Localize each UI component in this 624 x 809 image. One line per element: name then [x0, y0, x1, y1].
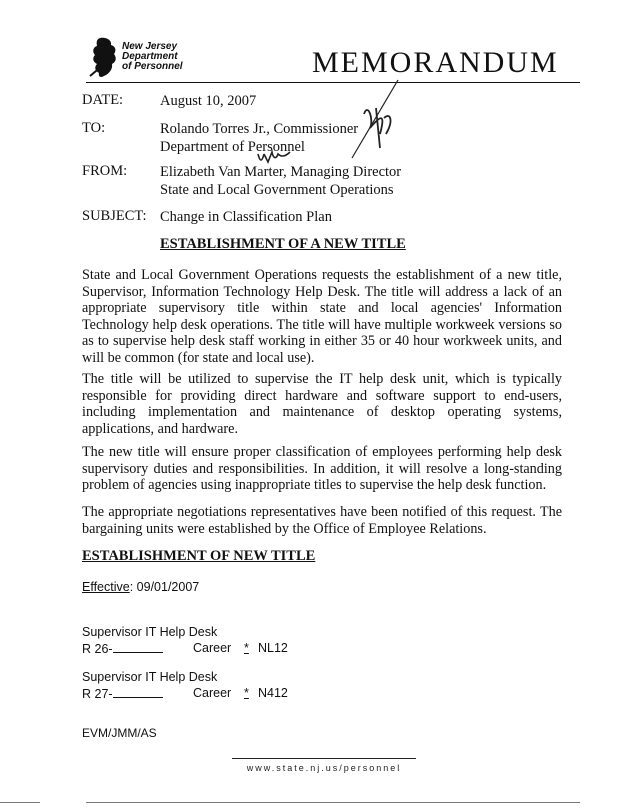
effective-date: : 09/01/2007 [129, 580, 200, 594]
effective-line [82, 580, 199, 594]
from-name: Elizabeth Van Marter, Managing Director [160, 164, 402, 180]
paragraph-4: The appropriate negotiations representatives have been notified of this request. The bargaining units were established by the Office of Employee Relations. [82, 504, 562, 537]
title-entry-1-mark: * [244, 641, 249, 655]
title-entry-2-mark: * [244, 686, 249, 700]
from-label: FROM: [82, 163, 128, 179]
logo-line-3: of Personnel [122, 61, 183, 72]
paragraph-1: State and Local Government Operations requests the establishment of a new title, Supervisor, Information Technology Help Desk. The title will address a lack of an appropriate supervisory title within state and local agencies' Information Technology help desk operations. The title will have multiple workweek versions so as to supervise help desk staff working in either 35 or 40 hour workweek units, and will be common (for state and local use). [82, 267, 562, 366]
section-heading-establishment: ESTABLISHMENT OF NEW TITLE [82, 548, 316, 564]
paragraph-3: The new title will ensure proper classification of employees performing help desk supervisory duties and responsibilities. In addition, it will resolve a long-standing problem of agencies using inappropriate titles to supervise the help desk function. [82, 444, 562, 493]
footer-url: www.state.nj.us/personnel [246, 763, 402, 773]
to-name: Rolando Torres Jr., Commissioner [160, 121, 359, 137]
title-entry-1-blank [113, 641, 163, 653]
subject-label: SUBJECT: [82, 208, 147, 224]
title-entry-2-blank [113, 686, 163, 698]
logo-line-2: Department [122, 51, 178, 62]
title-entry-2-code-line [82, 686, 163, 701]
logo-line-1: New Jersey [122, 41, 178, 52]
from-department: State and Local Government Operations [160, 182, 394, 198]
title-entry-2-code: R 27- [82, 687, 113, 701]
author-initials: EVM/JMM/AS [82, 726, 157, 740]
title-entry-2-name: Supervisor IT Help Desk [82, 670, 218, 684]
title-entry-1-code: R 26- [82, 642, 113, 656]
bottom-edge-mark-left [0, 802, 40, 803]
title-entry-1-name: Supervisor IT Help Desk [82, 625, 218, 639]
title-entry-1-code-line [82, 641, 163, 656]
footer-rule [232, 758, 416, 759]
date-label: DATE: [82, 92, 124, 108]
effective-label: Effective [82, 580, 130, 594]
signature-mark [350, 78, 412, 168]
title-entry-1-unit: NL12 [258, 641, 288, 655]
header-rule [86, 82, 580, 83]
to-label: TO: [82, 120, 106, 136]
memo-title: MEMORANDUM [312, 46, 559, 79]
subject-value: Change in Classification Plan [160, 209, 332, 225]
to-department: Department of Personnel [160, 139, 305, 155]
bottom-edge-mark [86, 802, 580, 803]
nj-state-silhouette-icon [86, 36, 126, 80]
date-value: August 10, 2007 [160, 93, 257, 109]
section-heading-new-title: ESTABLISHMENT OF A NEW TITLE [160, 236, 406, 252]
title-entry-2-unit: N412 [258, 686, 288, 700]
title-entry-1-type: Career [193, 641, 232, 655]
department-logo [86, 36, 196, 82]
title-entry-2-type: Career [193, 686, 232, 700]
handwritten-initials [256, 148, 292, 166]
logo-wordmark [122, 42, 183, 72]
paragraph-2: The title will be utilized to supervise the IT help desk unit, which is typically responsible for providing direct hardware and software support to end-users, including implementation and maintenance of desktop operating systems, applications, and hardware. [82, 371, 562, 437]
